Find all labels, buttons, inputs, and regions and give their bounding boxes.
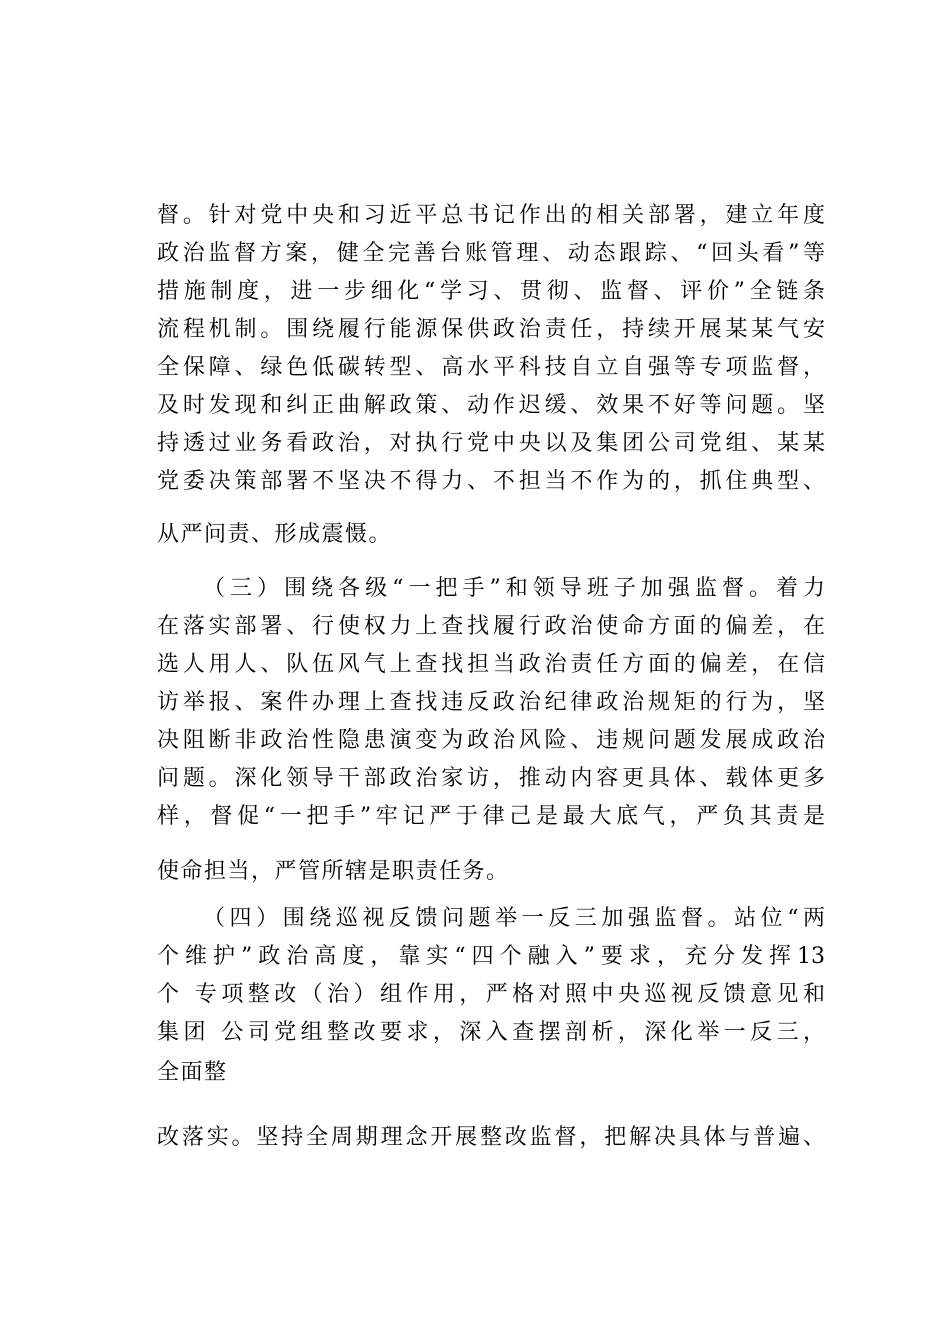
text-line: 全保障、绿色低碳转型、高水平科技自立自强等专项监督，: [157, 355, 825, 380]
text-line: 从严问责、形成震慑。: [157, 522, 393, 547]
text-line: 措施制度，进一步细化“学习、贯彻、监督、评价”全链条: [157, 279, 825, 304]
text-line: 个 专项整改（治）组作用，严格对照中央巡视反馈意见和: [157, 982, 825, 1007]
text-line: 个维护”政治高度，靠实“四个融入”要求，充分发挥13: [157, 944, 825, 969]
text-line: 问题。深化领导干部政治家访，推动内容更具体、载体更多: [157, 766, 825, 791]
text-line: 选人用人、队伍风气上查找担当政治责任方面的偏差，在信: [157, 652, 825, 677]
text-line: 及时发现和纠正曲解政策、动作迟缓、效果不好等问题。坚: [157, 393, 825, 418]
text-line: 使命担当，严管所辖是职责任务。: [157, 859, 510, 884]
text-line: 党委决策部署不坚决不得力、不担当不作为的，抓住典型、: [157, 469, 825, 494]
text-line: 访举报、案件办理上查找违反政治纪律政治规矩的行为，坚: [157, 690, 825, 715]
text-line: 全面整: [157, 1060, 228, 1085]
text-line: 持透过业务看政治，对执行党中央以及集团公司党组、某某: [157, 431, 825, 456]
text-line: 政治监督方案，健全完善台账管理、动态跟踪、“回头看”等: [157, 241, 825, 266]
text-line: 样，督促“一把手”牢记严于律己是最大底气，严负其责是: [157, 804, 825, 829]
text-line: 改落实。坚持全周期理念开展整改监督，把解决具体与普遍、: [157, 1125, 825, 1150]
paragraph-heading-line: （三）围绕各级“一把手”和领导班子加强监督。着力: [203, 576, 825, 601]
paragraph-heading-line: （四）围绕巡视反馈问题举一反三加强监督。站位“两: [203, 906, 825, 931]
text-line: 督。针对党中央和习近平总书记作出的相关部署，建立年度: [157, 203, 825, 228]
text-line: 决阻断非政治性隐患演变为政治风险、违规问题发展成政治: [157, 728, 825, 753]
text-line: 集团 公司党组整改要求，深入查摆剖析，深化举一反三，: [157, 1020, 825, 1045]
text-line: 在落实部署、行使权力上查找履行政治使命方面的偏差，在: [157, 614, 825, 639]
text-line: 流程机制。围绕履行能源保供政治责任，持续开展某某气安: [157, 317, 825, 342]
